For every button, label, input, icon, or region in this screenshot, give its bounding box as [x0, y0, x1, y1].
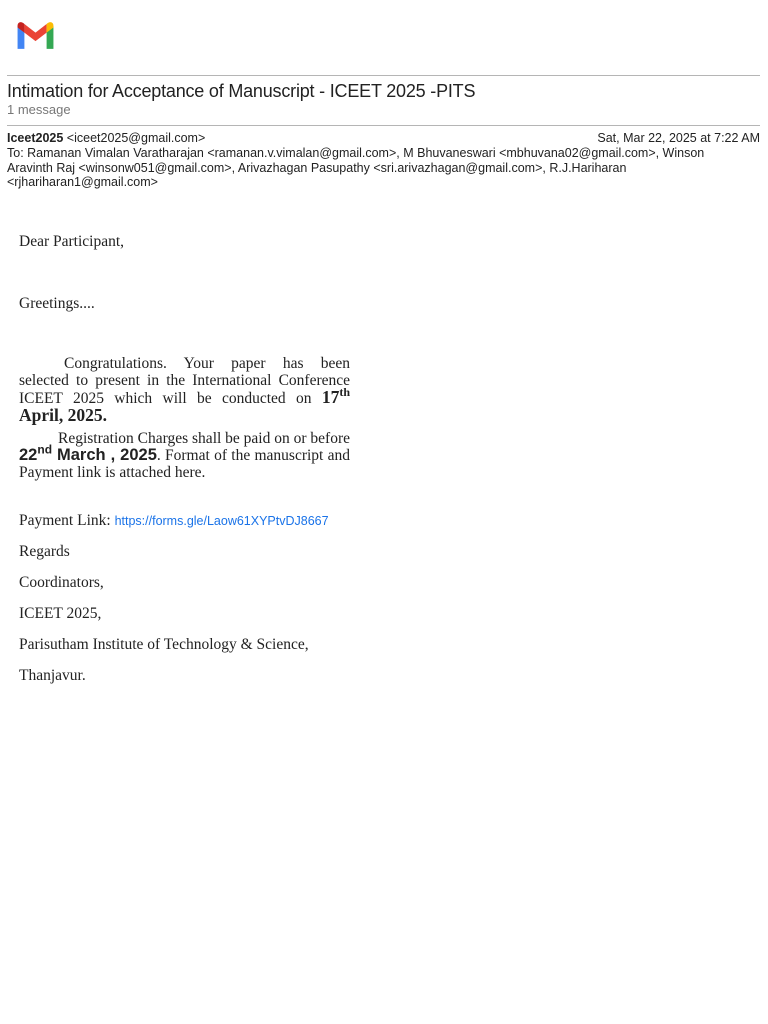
header-divider: [7, 75, 760, 76]
registration-deadline: [19, 442, 157, 464]
signature-event: ICEET 2025,: [19, 605, 102, 622]
payment-link[interactable]: https://forms.gle/Laow61XYPtvDJ8667: [114, 514, 329, 528]
signature-institute: Parisutham Institute of Technology & Science,: [19, 636, 309, 653]
gmail-logo-icon: [15, 20, 56, 52]
registration-text: Registration Charges shall be paid on or before: [58, 430, 350, 447]
deadline-day-suffix: nd: [37, 442, 53, 457]
paragraph-registration: [19, 430, 350, 481]
sender: [7, 131, 205, 145]
deadline-month-year: March , 2025: [52, 446, 157, 464]
conference-day-number: 17: [321, 387, 340, 407]
payment-label: Payment Link:: [19, 512, 115, 529]
email-date: Sat, Mar 22, 2025 at 7:22 AM: [597, 131, 760, 145]
sender-name: Iceet2025: [7, 131, 64, 145]
recipients: To: Ramanan Vimalan Varatharajan <ramanan.v.vimalan@gmail.com>, M Bhuvaneswari <mbhuvana02@gmail.com>, Winson Aravinth Raj <winsonw051@gmail.com>, Arivazhagan Pasupathy <sri.arivazhagan@gmail.com>, R.J.Hariharan <rjhariharan1@gmail.com>: [7, 146, 705, 189]
payment-line: [19, 512, 329, 530]
conference-month-year: April, 2025.: [19, 405, 107, 425]
subject-divider: [7, 125, 760, 126]
greeting: Greetings....: [19, 295, 95, 312]
salutation: Dear Participant,: [19, 233, 125, 250]
sender-email: <iceet2025@gmail.com>: [66, 131, 206, 145]
acceptance-text: Congratulations. Your paper has been selected to present in the International Conference ICEET 2025 which will be conducted on: [19, 355, 350, 407]
signature-regards: Regards: [19, 543, 70, 560]
signature-coordinators: Coordinators,: [19, 574, 104, 591]
email-subject: Intimation for Acceptance of Manuscript - ICEET 2025 -PITS: [7, 81, 476, 101]
message-paragraphs: [19, 355, 350, 481]
conference-day-suffix: th: [339, 385, 350, 400]
registration-tail: . Format of the manuscript and Payment link is attached here.: [19, 447, 351, 481]
signature-city: Thanjavur.: [19, 667, 86, 684]
paragraph-acceptance: [19, 355, 350, 425]
deadline-day-number: 22: [19, 446, 38, 464]
message-count: 1 message: [7, 102, 71, 117]
